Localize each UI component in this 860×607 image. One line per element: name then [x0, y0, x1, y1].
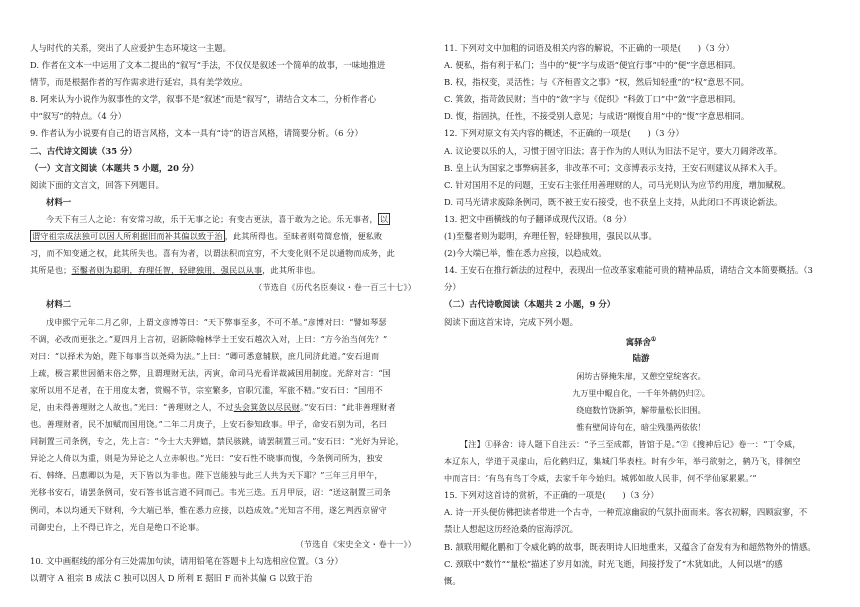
line-text: 8. 阿来认为小说作为叙事性的文学，叙事不是“叙述”而是“叙写”，请结合文本二，分析作者心	[30, 94, 377, 105]
line-text: 今天下有三人之论：有安常习故，乐于无事之论；有变古更法，喜于敢为之论。乐无事者，	[46, 213, 378, 224]
text-line	[30, 399, 416, 416]
line-text: 对曰：“以择术为始，陛下每事当以尧舜为法。”上曰：“卿可悉意辅朕，庶几同济此道。”安石退而	[30, 350, 380, 361]
text-line	[30, 348, 416, 365]
poem-title-text: 寓驿舍	[625, 336, 651, 347]
text-line	[444, 504, 838, 521]
poem-line: 绕庭数竹饶新笋，解带量松长旧围。	[576, 404, 706, 415]
text-line	[444, 487, 838, 504]
line-text: 12. 下列对原文有关内容的概述，不正确的一项是( )（3 分）	[444, 128, 684, 139]
text-line	[444, 57, 838, 74]
text-line	[30, 91, 416, 108]
text-line	[444, 539, 838, 556]
line-text: 足，由未得善理财之人故也。”光曰：“善理财之人，不过	[30, 401, 234, 412]
line-text: B. 权，指权变，灵活性；与《齐桓晋文之事》“权，然后知轻重”的“权”意思不同。	[444, 77, 749, 88]
underlined-text: 头会箕敛以尽民财	[233, 401, 301, 412]
text-line	[444, 314, 838, 331]
line-text: （节选自《宋史全文・卷十一》）	[295, 538, 416, 549]
line-text: 11. 下列对文中加粗的词语及相关内容的解说，不正确的一项是( )（3 分）	[444, 43, 735, 53]
line-text: 材料一	[46, 196, 72, 207]
poem-title-footnote: ①	[650, 335, 657, 343]
line-text: B. 颔联用鲲化鹏和丁令威化鹤的故事，既表明诗人旧地重来，又蕴含了奋发有为和超然物外的情感。	[444, 541, 816, 552]
text-line	[444, 573, 838, 590]
line-text: 情节，而是根据作者的写作需求进行延宕，具有美学效应。	[30, 77, 248, 88]
text-line	[30, 382, 416, 399]
text-line	[30, 194, 416, 211]
text-line	[444, 228, 838, 245]
text-line	[30, 365, 416, 382]
line-text: C. 箕敛，指苛敛民财；当中的“敛”字与《促织》“科敛丁口”中“敛”字意思相同。	[444, 94, 741, 105]
line-text: 9. 作者认为小说要有自己的语言风格，文本一具有“诗”的语言风格，请简要分析。（6 分）	[30, 128, 363, 139]
line-text: C. 针对国用不足的问题，王安石主张任用善理财的人，司马光则认为应节约用度，增加赋税。	[444, 179, 791, 190]
line-text: 同制置三司条例，专之，先上言：“今士大夫狎嬉，禁民骇跳，请罢制置三司。”安石曰：“光好为异论，	[30, 436, 404, 447]
line-text: 不调，必改而更张之。”夏四月上言初，诏新除翰林学士王安石越次入对，上曰：“方今治当何先？”	[30, 333, 388, 344]
line-text: 13. 把文中画横线的句子翻译成现代汉语。（8 分）	[444, 213, 632, 224]
text-line	[444, 40, 838, 57]
text-line	[30, 467, 416, 484]
line-text: 家所以用不足者，在于用度太奢，赏赐不节，宗室繁多，官职冗滥，军旅不精。”安石曰：“国用不	[30, 384, 383, 395]
line-text: 例司，本以均通天下财利，今大端已举，惟在悉力应接，以趋成效。”光知言不用，遂乞判西京留守	[30, 504, 387, 515]
line-text: 分）	[444, 282, 461, 293]
line-text: （二）古代诗歌阅读（本题共 2 小题，9 分）	[444, 299, 616, 310]
line-text: A. 议论要以乐的人，习惯于固守旧法；喜于作为的人则认为旧法不足守，要大刀阔斧改革。	[444, 145, 782, 156]
line-text: A. 诗一开头便仿佛把读者带进一个古寺，一种荒凉幽寂的气氛扑面而来。客衣初解，四顾寂寥，不	[444, 507, 808, 518]
text-line	[444, 262, 838, 279]
line-tail: 。”安石曰：“此非善理财者	[300, 401, 396, 412]
line-text: 二、古代诗文阅读（35 分）	[30, 145, 137, 156]
line-text: 谓守祖宗成法独可以因人所利据旧而补其偏以致于治	[32, 231, 223, 242]
poem-author: 陆游	[632, 353, 650, 364]
line-tail: ，此其所得也。至昧者则苟简怠惰，便私败	[224, 231, 383, 242]
line-text: D. 司马光请求废除条例司，既不被王安石接受，也不获皇上支持，从此闭口不再谈论新法。	[444, 196, 783, 207]
line-text: 其所是也；	[30, 265, 72, 276]
text-line	[444, 245, 838, 262]
text-line	[30, 57, 416, 74]
text-line	[30, 536, 416, 553]
framed-text: 以	[379, 213, 389, 224]
line-text: B. 皇上认为国家之事弊病甚多，非改革不可；文彦博表示支持，王安石则建议从择术入手。	[444, 162, 783, 173]
line-text: C. 颈联中“数竹”“量松”描述了岁月如流，时光飞逝，间接抒发了“木犹如此，人何以堪”的感	[444, 558, 783, 569]
text-line	[30, 570, 416, 587]
text-line	[30, 450, 416, 467]
text-line	[444, 160, 838, 177]
text-line	[30, 125, 416, 142]
text-line	[30, 331, 416, 348]
line-text: D. 愎，指固执，任性，不接受别人意见；与成语“刚愎自用”中的“愎”字意思相同。	[444, 111, 750, 122]
text-line	[30, 433, 416, 450]
text-line	[444, 279, 838, 296]
text-line	[444, 177, 838, 194]
text-line	[30, 314, 416, 331]
text-line	[30, 502, 416, 519]
line-text: 以谓守 A 祖宗 B 成法 C 独可以因人 D 所利 E 据旧 F 而补其偏 G 以致于治	[30, 572, 313, 583]
text-line	[30, 553, 416, 570]
text-line	[30, 245, 416, 262]
text-line	[30, 279, 416, 296]
line-text: (2)今大端已举，惟在悉力应接，以趋成效。	[444, 248, 607, 259]
left-column	[30, 40, 416, 587]
line-text: (1)至鑿者则为聪明，弃理任智，轻肆独用，强民以从事。	[444, 231, 657, 242]
line-text: 阅读下面这首宋诗，完成下列小题。	[444, 316, 578, 327]
text-line	[30, 160, 416, 177]
line-text: 上疏，极言累世因循末俗之弊，且谓理财无法，丙寅，命司马光看详裁减国用制度。光辞对言：“国	[30, 367, 391, 378]
line-text: （节选自《历代名臣奏议・卷一百三十七》）	[254, 282, 416, 293]
text-line	[30, 143, 416, 160]
poem-title	[444, 331, 838, 351]
text-line	[30, 211, 416, 228]
line-text: 石、韩绛、吕惠卿以为是，天下皆以为非也。陛下岂能独与此三人共为天下耶？”三年三月甲午，	[30, 470, 383, 481]
line-text: 中“叙写”的特点。（4 分）	[30, 111, 127, 122]
text-line	[30, 484, 416, 501]
right-column	[444, 40, 838, 590]
line-text: 光移书安石，请罢条例司，安石答书诋言道不同而己。韦光三迭。五月甲辰，诏：“送这制置三司条	[30, 487, 391, 498]
line-tail: ，此其所非也。	[262, 265, 321, 276]
text-line	[30, 74, 416, 91]
text-line	[444, 556, 838, 573]
text-line	[444, 108, 838, 125]
line-text: 也。善理财者，民不加赋而国用饶。”二年二月庚子，上安石参知政事。甲子，命安石别为司，名曰	[30, 419, 387, 430]
line-text: 司御史台，上不得已许之，光自是绝口不论事。	[30, 521, 205, 532]
poem-line: 惟有壁间诗句在，暗尘残墨两依依！	[576, 421, 706, 432]
text-line	[444, 74, 838, 91]
text-line	[30, 416, 416, 433]
line-text: （一）文言文阅读（本题共 5 小题，20 分）	[30, 162, 199, 173]
poem-line: 九万里中鲲自化，一千年外鹤仍归②。	[572, 387, 710, 398]
text-line	[444, 125, 838, 142]
line-text: 阅读下面的文言文，回答下列题目。	[30, 179, 164, 190]
line-text: 人与时代的关系，突出了人应爱护生态环境这一主题。	[30, 43, 231, 53]
line-text: 禁让人想起这历经沧桑的宦海浮沉。	[444, 524, 578, 535]
text-line	[444, 194, 838, 211]
line-text: 14. 王安石在推行新法的过程中，表现出一位改革家难能可贵的精神品质，请结合文本简要概括。（3	[444, 265, 813, 276]
text-line	[30, 296, 416, 313]
text-line	[30, 228, 416, 245]
text-line	[30, 262, 416, 279]
poem-note: 【注】①驿舍：诗人题下自注云：“予三至成都，皆馆于是。”②《搜神后记》卷一：“丁令威，	[460, 438, 801, 449]
underlined-text: 至鑿者则为聪明，弃理任智，轻肆独用，强民以从事	[71, 265, 263, 276]
text-line	[444, 143, 838, 160]
line-text: D. 作者在文本一中运用了文本二提出的“叙写”手法，不仅仅是叙述一个简单的故事，一味地推进	[30, 60, 386, 71]
line-text: 10. 文中画框线的部分有三处需加句读，请用铅笔在答题卡上勾选相应位置。（3 分）	[30, 555, 343, 566]
line-text: 材料二	[46, 299, 72, 310]
text-line	[444, 91, 838, 108]
line-text: 15. 下列对这首诗的赏析，不正确的一项是( )（3 分）	[444, 490, 659, 501]
text-line	[30, 177, 416, 194]
text-line	[444, 211, 838, 228]
line-text: 异论之人倚以为重，则是为异论之人立赤帜也。”光曰：“安石性不晓事而愎，今条例司所为，独安	[30, 453, 383, 464]
poem-note: 本辽东人，学道于灵虚山，后化鹤归辽，集城门华表柱。时有少年，举弓欲射之，鹤乃飞，徘徊空	[444, 456, 801, 467]
poem-note: 中而言曰：‘有鸟有鸟丁令威，去家千年今始归。城郭如故人民非，何不学仙冢累累。’”	[444, 473, 757, 484]
text-line	[444, 296, 838, 313]
text-line	[30, 40, 416, 57]
text-line	[30, 519, 416, 536]
line-text: A. 便私，指有利于私门；当中的“便”字与成语“便宜行事”中的“便”字意思相同。	[444, 60, 741, 71]
text-line	[30, 108, 416, 125]
poem-line: 闲坊古驿掩朱扉，又憩空堂绽客衣。	[576, 370, 706, 381]
line-text: 戊申熙宁元年二月乙卯，上谓文彦博等曰：“天下弊事至多，不可不革。”彦博对曰：“譬如琴瑟	[46, 316, 387, 327]
line-text: 慨。	[444, 575, 461, 586]
line-text: 习，而不知变通之权，此其所失也。喜有为者，以谓法积而宜穷，不大变化则不足以通物而成务，此	[30, 248, 395, 259]
text-line	[444, 521, 838, 538]
